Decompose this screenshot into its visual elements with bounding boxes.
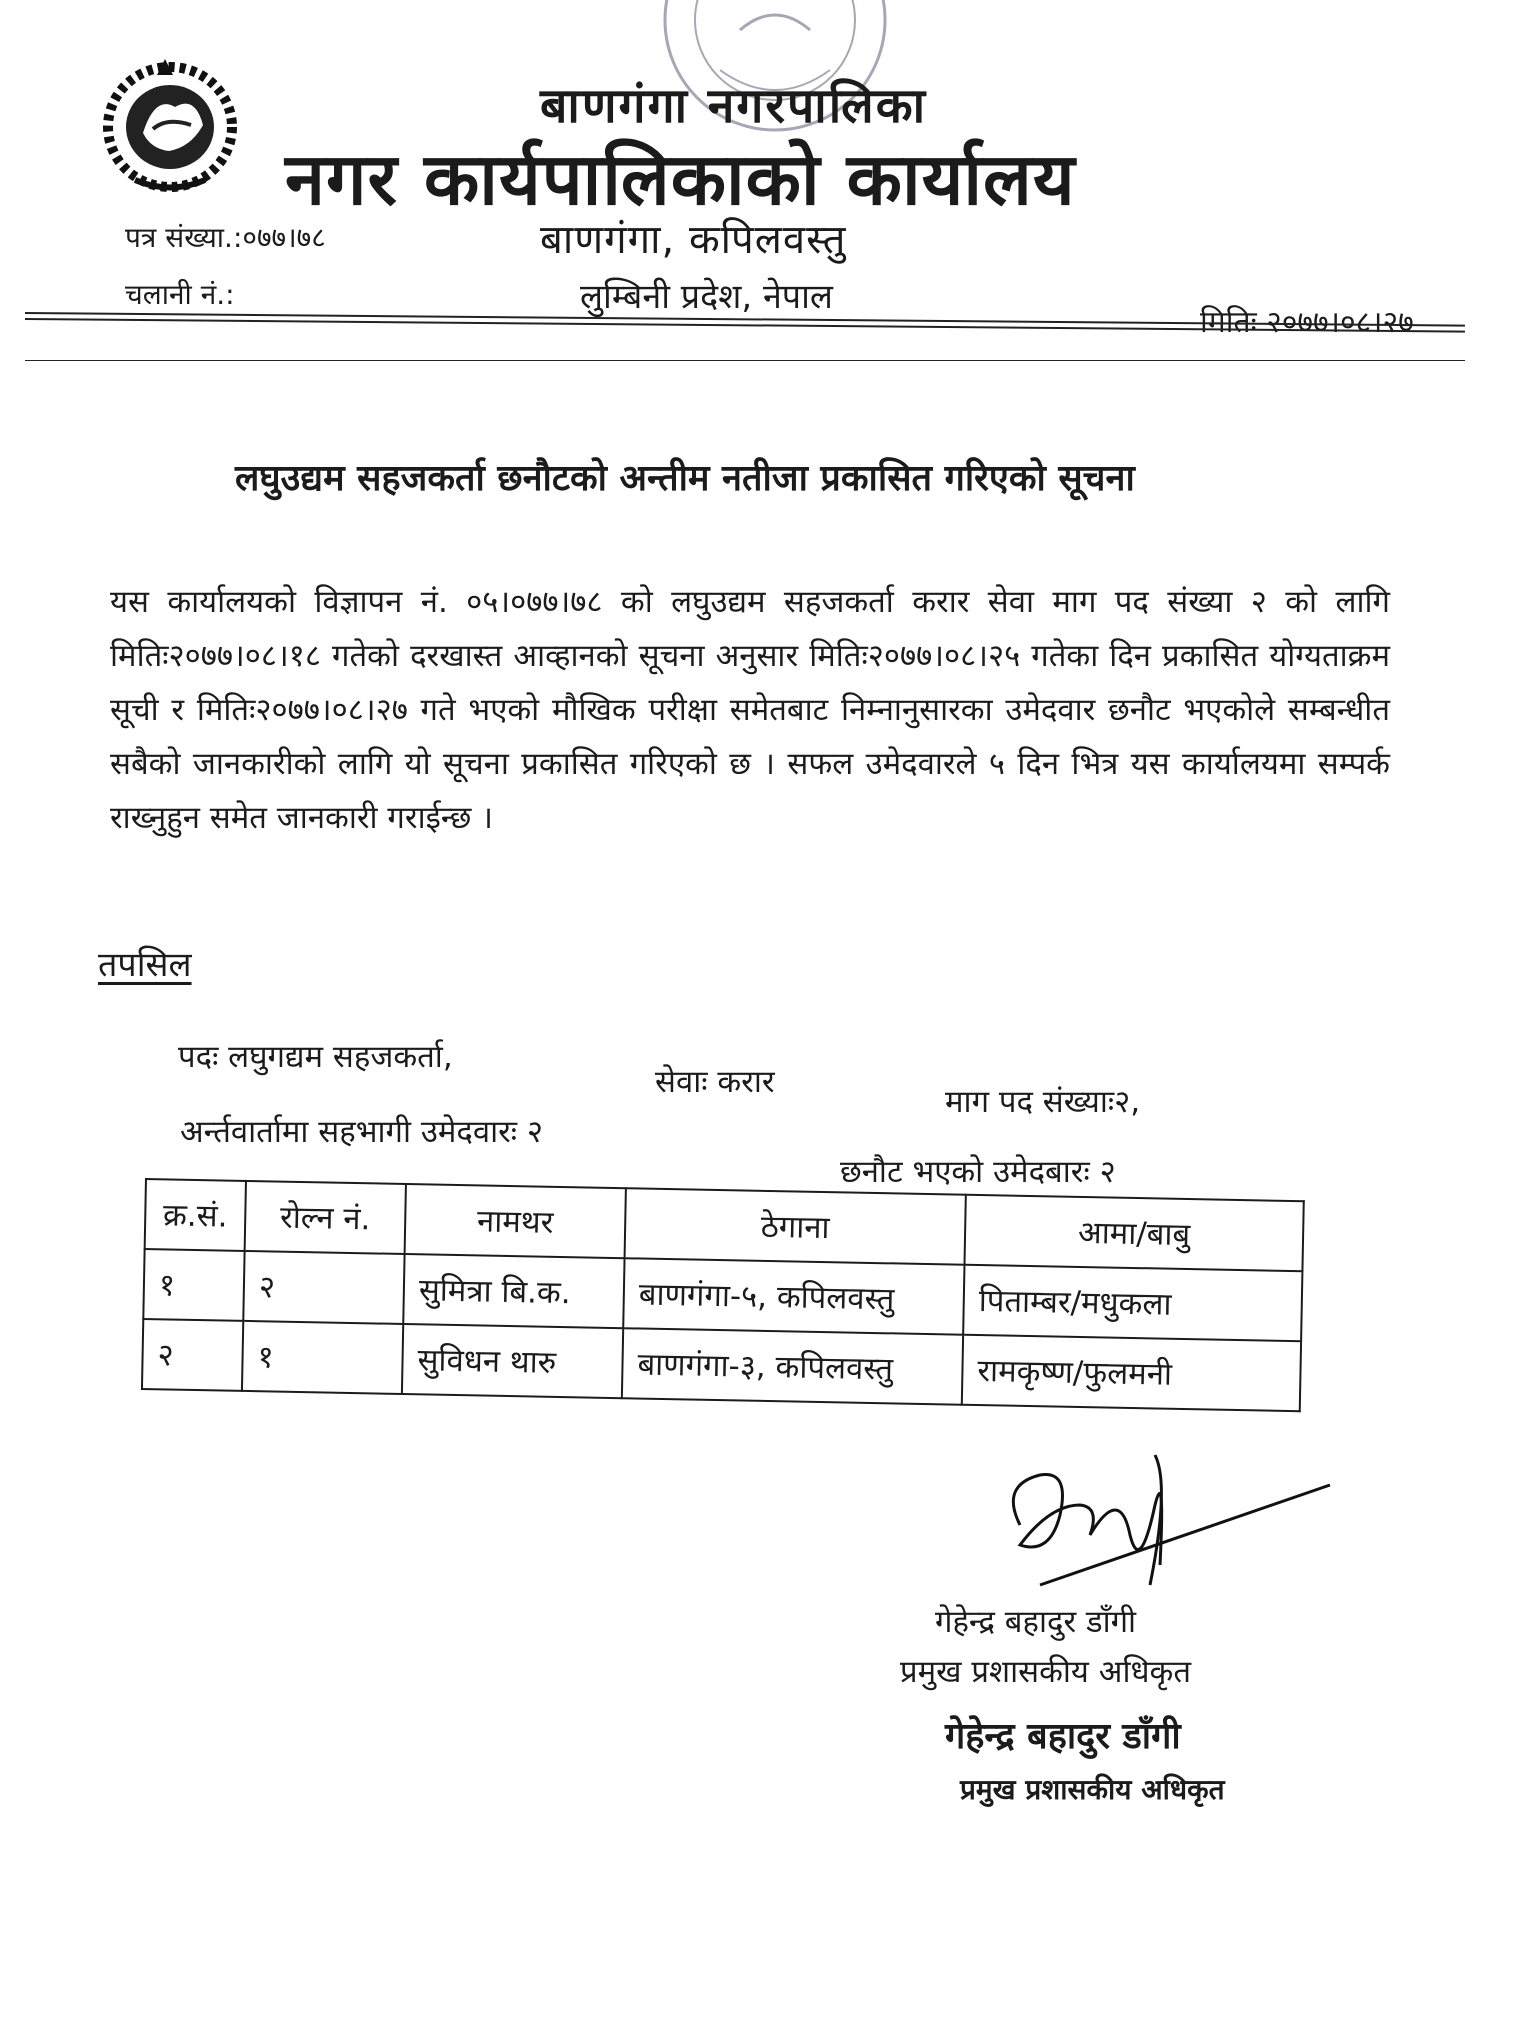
office-title: नगर कार्यपालिकाको कार्यालय	[285, 137, 1076, 221]
demand-count: माग पद संख्याः२,	[945, 1084, 1141, 1120]
participant-count: अर्न्तवार्तामा सहभागी उमेदवारः २	[180, 1114, 544, 1150]
cell-parents: रामकृष्ण/फुलमनी	[962, 1335, 1301, 1411]
column-header-address: ठेगाना	[625, 1188, 966, 1265]
letter-date: मितिः २०७७।०८।२७	[1200, 305, 1414, 340]
signatory-title: प्रमुख प्रशासकीय अधिकृत	[900, 1654, 1192, 1690]
cell-roll: १	[242, 1321, 403, 1394]
cell-roll: २	[243, 1251, 404, 1324]
selected-count: छनौट भएको उमेदबारः २	[840, 1154, 1116, 1190]
municipality-name: बाणगंगा नगरपालिका	[540, 78, 927, 134]
seal-title: प्रमुख प्रशासकीय अधिकृत	[960, 1773, 1225, 1806]
letter-number: पत्र संख्या.:०७७।७८	[125, 221, 326, 254]
cell-address: बाणगंगा-३, कपिलवस्तु	[622, 1328, 963, 1405]
notice-body: यस कार्यालयको विज्ञापन नं. ०५।०७७।७८ को लघुउद्यम सहजकर्ता करार सेवा माग पद संख्या २ को लागि मितिः२०७७।०८।१८ गतेको दरखास्त आव्हानको सूचना अनुसार मितिः२०७७।०८।२५ गतेका दिन प्रकासित योग्यताक्रम सूची र मितिः२०७७।०८।२७ गते भएको मौखिक परीक्षा समेतबाट निम्नानुसारका उमेदवार छनौट भएकोले सम्बन्धीत सबैको जानकारीको लागि यो सूचना प्रकासित गरिएको छ । सफल उमेदवारले ५ दिन भित्र यस कार्यालयमा सम्पर्क राख्नुहुन समेत जानकारी गराईन्छ ।	[110, 584, 1390, 836]
handwritten-signature-icon	[980, 1445, 1340, 1595]
nepal-emblem-icon	[95, 55, 245, 195]
cell-parents: पिताम्बर/मधुकला	[963, 1265, 1302, 1341]
column-header-name: नामथर	[405, 1184, 626, 1258]
office-address: बाणगंगा, कपिलवस्तु	[540, 217, 847, 263]
cell-address: बाणगंगा-५, कपिलवस्तु	[623, 1258, 964, 1335]
result-table	[141, 1178, 1305, 1412]
seal-name: गेहेन्द्र बहादुर डाँगी	[945, 1716, 1181, 1757]
column-header-serial: क्र.सं.	[145, 1179, 246, 1251]
column-header-roll: रोल्न नं.	[245, 1181, 406, 1254]
cell-serial: १	[143, 1249, 244, 1321]
office-province: लुम्बिनी प्रदेश, नेपाल	[580, 277, 833, 317]
header-divider-bottom	[25, 360, 1465, 361]
signatory-name: गेहेन्द्र बहादुर डाँगी	[935, 1604, 1137, 1640]
cell-name: सुमित्रा बि.क.	[403, 1254, 624, 1328]
service-label: सेवाः करार	[655, 1064, 775, 1100]
notice-title: लघुउद्यम सहजकर्ता छनौटको अन्तीम नतीजा प्रकासित गरिएको सूचना	[235, 458, 1135, 499]
schedule-heading: तपसिल	[98, 945, 192, 985]
cell-serial: २	[142, 1319, 243, 1391]
column-header-parents: आमा/बाबु	[964, 1195, 1303, 1271]
cell-name: सुविधन थारु	[402, 1324, 623, 1398]
dispatch-number: चलानी नं.:	[125, 278, 235, 311]
post-label: पदः लघुगद्यम सहजकर्ता,	[178, 1039, 453, 1075]
